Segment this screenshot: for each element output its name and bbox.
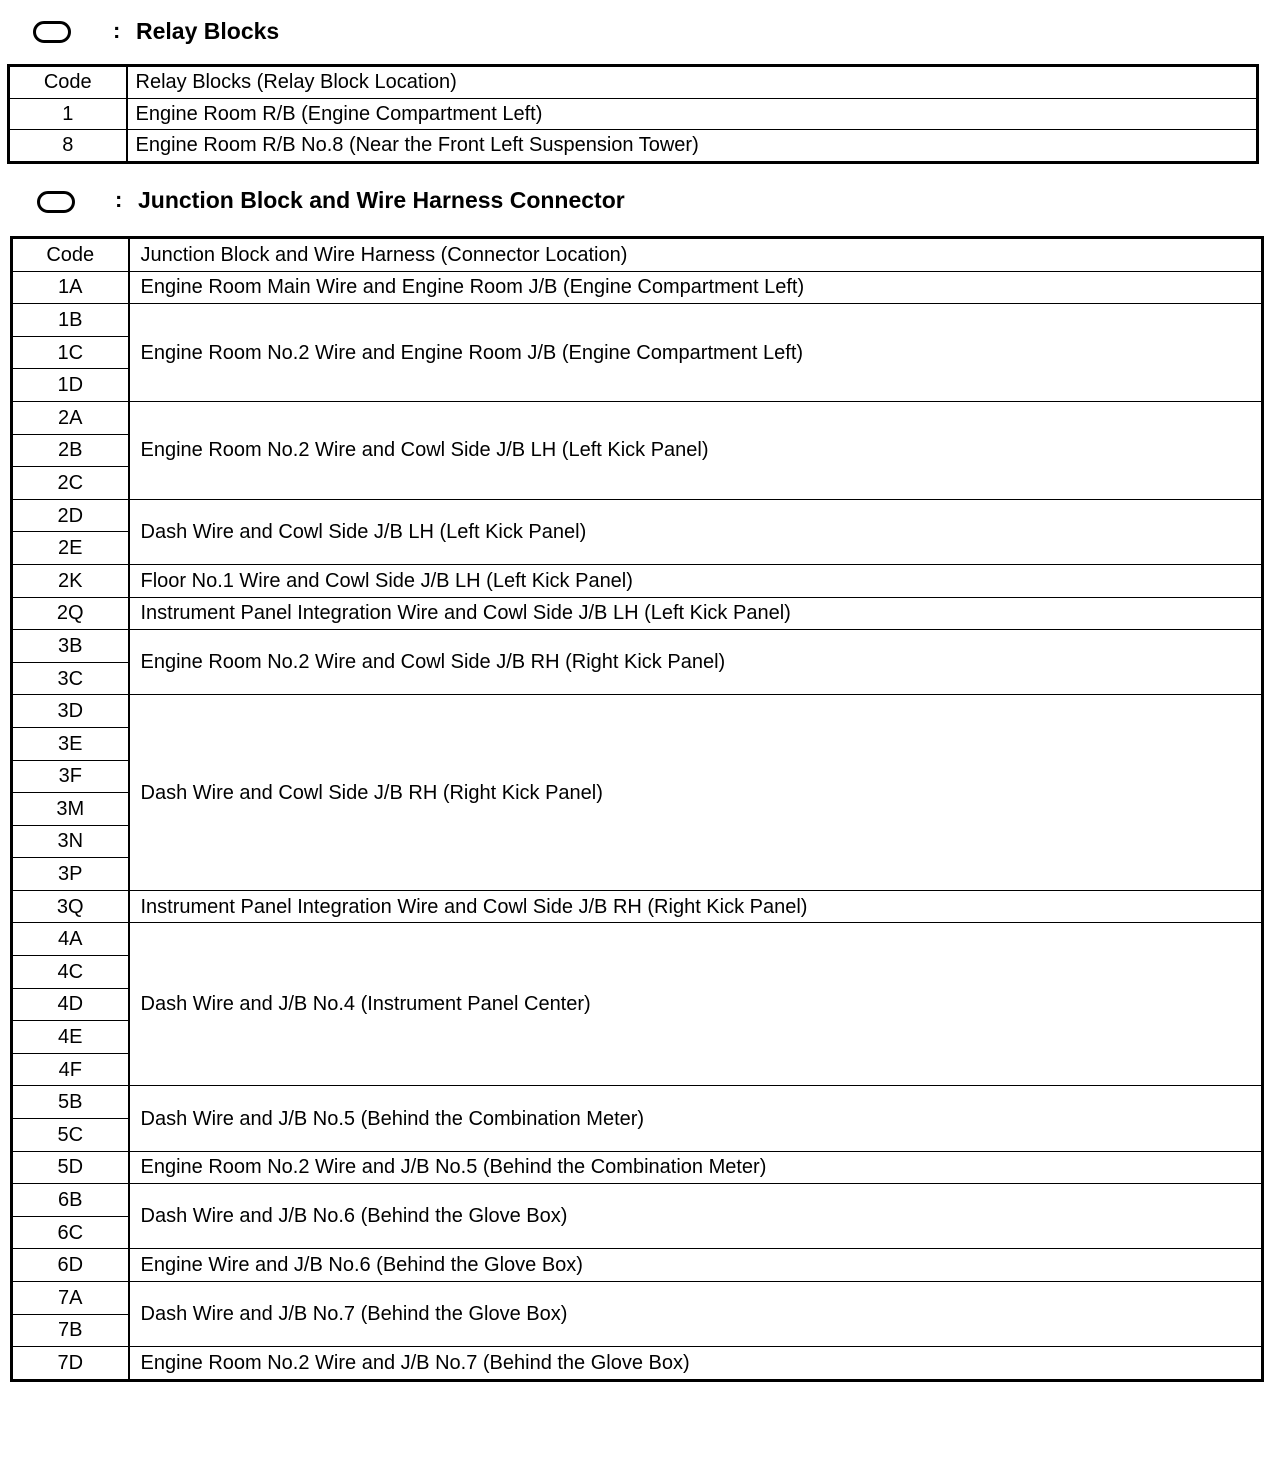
code-cell: 1D: [12, 369, 129, 402]
location-cell: Engine Room Main Wire and Engine Room J/B (Engine Compartment Left): [129, 271, 1263, 304]
location-cell: Dash Wire and J/B No.6 (Behind the Glove Box): [129, 1184, 1263, 1249]
code-cell: 2Q: [12, 597, 129, 630]
location-cell: Engine Wire and J/B No.6 (Behind the Glove Box): [129, 1249, 1263, 1282]
table-row: [12, 695, 1263, 728]
code-cell: 1C: [12, 336, 129, 369]
relay-section-colon: :: [113, 18, 121, 43]
column-header-location: Relay Blocks (Relay Block Location): [127, 66, 1258, 99]
code-cell: 6B: [12, 1184, 129, 1217]
code-cell: 5D: [12, 1151, 129, 1184]
code-cell: 7A: [12, 1282, 129, 1315]
column-header-code: Code: [12, 238, 129, 272]
location-cell: Dash Wire and Cowl Side J/B LH (Left Kick Panel): [129, 499, 1263, 564]
location-cell: Engine Room No.2 Wire and Engine Room J/B (Engine Compartment Left): [129, 304, 1263, 402]
code-cell: 4D: [12, 988, 129, 1021]
code-cell: 2C: [12, 467, 129, 500]
column-header-code: Code: [9, 66, 127, 99]
relay-section-header: [0, 12, 1280, 52]
code-cell: 6D: [12, 1249, 129, 1282]
code-cell: 4F: [12, 1053, 129, 1086]
relay-section-title: Relay Blocks: [136, 18, 280, 44]
table-row: [12, 564, 1263, 597]
table-row: [12, 1282, 1263, 1315]
code-cell: 2K: [12, 564, 129, 597]
code-cell: 5B: [12, 1086, 129, 1119]
code-cell: 3M: [12, 793, 129, 826]
table-row: [12, 401, 1263, 434]
table-row: [12, 1086, 1263, 1119]
code-cell: 2A: [12, 401, 129, 434]
code-cell: 4A: [12, 923, 129, 956]
code-cell: 4E: [12, 1021, 129, 1054]
table-header-row: [12, 238, 1263, 272]
junction-table-body: [12, 238, 1263, 1381]
location-cell: Dash Wire and J/B No.4 (Instrument Panel Center): [129, 923, 1263, 1086]
location-cell: Engine Room No.2 Wire and Cowl Side J/B LH (Left Kick Panel): [129, 401, 1263, 499]
location-cell: Engine Room No.2 Wire and J/B No.7 (Behind the Glove Box): [129, 1347, 1263, 1381]
table-row: [12, 1249, 1263, 1282]
code-cell: 3B: [12, 630, 129, 663]
junction-section-title: Junction Block and Wire Harness Connector: [138, 187, 625, 213]
location-cell: Dash Wire and J/B No.5 (Behind the Combination Meter): [129, 1086, 1263, 1151]
code-cell: 5C: [12, 1119, 129, 1152]
table-row: [12, 1184, 1263, 1217]
location-cell: Engine Room No.2 Wire and J/B No.5 (Behind the Combination Meter): [129, 1151, 1263, 1184]
junction-block-table: [10, 236, 1264, 1382]
table-row: [9, 98, 1258, 130]
table-row: [12, 630, 1263, 663]
code-cell: 3Q: [12, 890, 129, 923]
table-row: [12, 1151, 1263, 1184]
rounded-rectangle-icon: [33, 21, 71, 43]
location-cell: Instrument Panel Integration Wire and Cowl Side J/B LH (Left Kick Panel): [129, 597, 1263, 630]
code-cell: 6C: [12, 1216, 129, 1249]
column-header-location: Junction Block and Wire Harness (Connector Location): [129, 238, 1263, 272]
location-cell: Engine Room No.2 Wire and Cowl Side J/B RH (Right Kick Panel): [129, 630, 1263, 695]
code-cell: 4C: [12, 956, 129, 989]
code-cell: 3N: [12, 825, 129, 858]
location-cell: Floor No.1 Wire and Cowl Side J/B LH (Left Kick Panel): [129, 564, 1263, 597]
table-row: [12, 923, 1263, 956]
code-cell: 3P: [12, 858, 129, 891]
code-cell: 1: [9, 98, 127, 130]
code-cell: 3F: [12, 760, 129, 793]
table-header-row: [9, 66, 1258, 99]
location-cell: Engine Room R/B No.8 (Near the Front Left Suspension Tower): [127, 130, 1258, 163]
relay-table-body: [9, 66, 1258, 163]
table-row: [9, 130, 1258, 163]
code-cell: 2B: [12, 434, 129, 467]
code-cell: 1B: [12, 304, 129, 337]
table-row: [12, 271, 1263, 304]
table-row: [12, 1347, 1263, 1381]
code-cell: 2E: [12, 532, 129, 565]
code-cell: 7D: [12, 1347, 129, 1381]
location-cell: Engine Room R/B (Engine Compartment Left): [127, 98, 1258, 130]
rounded-rectangle-icon: [37, 191, 75, 213]
code-cell: 7B: [12, 1314, 129, 1347]
code-cell: 8: [9, 130, 127, 163]
table-row: [12, 499, 1263, 532]
code-cell: 1A: [12, 271, 129, 304]
table-row: [12, 597, 1263, 630]
table-row: [12, 890, 1263, 923]
junction-section-colon: :: [115, 187, 123, 212]
code-cell: 3E: [12, 727, 129, 760]
relay-blocks-table: [7, 64, 1259, 164]
code-cell: 3C: [12, 662, 129, 695]
junction-section-header: [0, 181, 1280, 221]
code-cell: 2D: [12, 499, 129, 532]
location-cell: Dash Wire and J/B No.7 (Behind the Glove Box): [129, 1282, 1263, 1347]
table-row: [12, 304, 1263, 337]
location-cell: Dash Wire and Cowl Side J/B RH (Right Kick Panel): [129, 695, 1263, 891]
location-cell: Instrument Panel Integration Wire and Cowl Side J/B RH (Right Kick Panel): [129, 890, 1263, 923]
code-cell: 3D: [12, 695, 129, 728]
